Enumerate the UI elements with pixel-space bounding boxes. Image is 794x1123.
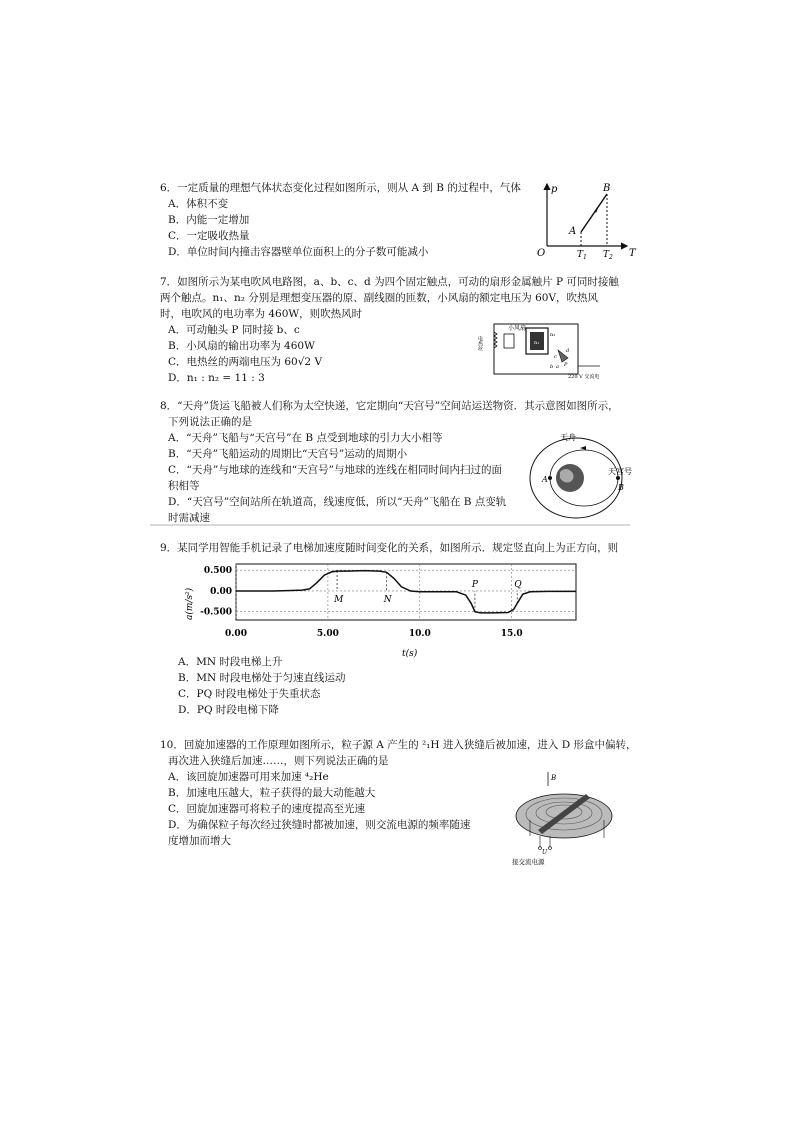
point-b-label: B <box>618 483 624 492</box>
x-tick-label: 15.0 <box>500 629 523 639</box>
q9-option-a: A．MN 时段电梯上升 <box>178 656 283 668</box>
x-axis-label: t(s) <box>402 649 418 659</box>
q9-option-d: D．PQ 时段电梯下降 <box>178 704 279 716</box>
p-label: p <box>551 184 558 195</box>
q8-orbit-diagram <box>526 432 636 522</box>
q6-option-a: A．体积不变 <box>168 198 229 210</box>
q9-option-c: C．PQ 时段电梯处于失重状态 <box>178 688 321 700</box>
point-a-label: A <box>569 226 577 237</box>
svg-text:b: b <box>550 364 554 370</box>
origin-label: O <box>537 248 546 259</box>
svg-text:c: c <box>554 354 557 360</box>
q9-acceleration-chart <box>180 558 600 658</box>
fan-motor-icon <box>504 334 514 348</box>
q8-option-d: D．“天宫号”空间站所在轨道高，线速度低，所以“天舟”飞船在 B 点变轨 <box>168 496 507 508</box>
q10-stem-line2: 再次进入狭缝后加速……，则下列说法正确的是 <box>168 755 389 767</box>
q8-option-c-cont: 积相等 <box>168 480 200 492</box>
q10-option-d-cont: 度增加而增大 <box>168 835 231 847</box>
q8-stem-line1: 8．“天舟”货运飞船被人们称为太空快递，它定期向“天宫号”空间站运送物资．其示意图如图所示， <box>160 400 619 412</box>
supply-label: 220 V 交流电 <box>568 374 600 380</box>
q10-option-a: A．该回旋加速器可用来加速 ⁴₂He <box>168 771 329 783</box>
chart-ticks <box>200 566 523 639</box>
b-label: B <box>551 774 557 782</box>
y-tick-label: -0.500 <box>200 607 232 618</box>
tianzhou-label: 天舟 <box>560 433 576 442</box>
y-axis-label: a(m/s²) <box>185 587 195 620</box>
question-9 <box>160 540 640 556</box>
svg-text:d: d <box>566 348 570 354</box>
question-6 <box>160 180 530 260</box>
q9-option-b: B．MN 时段电梯处于匀速直线运动 <box>178 672 346 684</box>
annotation-label-q: Q <box>514 579 522 590</box>
q7-stem-line3: 时，电吹风的电功率为 460W，则吹热风时 <box>160 308 363 320</box>
q7-circuit-diagram <box>478 320 602 380</box>
y-tick-label: 0.00 <box>210 586 232 597</box>
q8-option-b: B．“天舟”飞船运动的周期比“天宫号”运动的周期小 <box>168 448 408 460</box>
q8-option-a: A．“天舟”飞船与“天宫号”在 B 点受到地球的引力大小相等 <box>168 432 443 444</box>
point-b-label: B <box>603 183 611 194</box>
q6-option-b: B．内能一定增加 <box>168 214 250 226</box>
n1-label: n₁ <box>534 340 540 346</box>
q8-stem-line2: 下列说法正确的是 <box>168 416 252 428</box>
acceleration-series-line <box>236 571 576 613</box>
q10-stem-line1: 10．回旋加速器的工作原理如图所示，粒子源 A 产生的 ²₁H 进入狭缝后被加速，进入 D 形盒中偏转， <box>160 739 637 751</box>
annotation-label-p: P <box>471 579 478 590</box>
point-a-label: A <box>542 475 548 484</box>
t-label: T <box>629 248 636 259</box>
q10-option-c: C．回旋加速器可将粒子的速度提高至光速 <box>168 803 366 815</box>
y-tick-label: 0.500 <box>203 566 232 577</box>
u-label: U <box>542 849 548 856</box>
page-fold-divider <box>150 524 630 526</box>
q6-option-d: D．单位时间内撞击容器壁单位面积上的分子数可能减小 <box>168 246 429 258</box>
q10-option-d: D．为确保粒子每次经过狭缝时都被加速，则交流电源的频率随速 <box>168 819 471 831</box>
chart-grid <box>236 564 576 620</box>
q8-option-c: C．“天舟”与地球的连线和“天宫号”与地球的连线在相同时间内扫过的面 <box>168 464 503 476</box>
t2-label: $T_2$ <box>603 250 613 261</box>
q6-stem: 6．一定质量的理想气体状态变化过程如图所示，则从 A 到 B 的过程中，气体 <box>160 182 521 194</box>
annotation-label-n: N <box>383 594 392 605</box>
q6-pt-diagram <box>535 180 635 260</box>
svg-text:a: a <box>556 364 559 370</box>
q7-option-d: D．n₁ : n₂ = 11 : 3 <box>168 372 265 384</box>
q9-options <box>160 654 560 718</box>
x-tick-label: 0.00 <box>225 629 247 639</box>
orbit-arrow-icon <box>580 446 586 450</box>
x-tick-label: 10.0 <box>408 629 431 639</box>
q7-option-b: B．小风扇的输出功率为 460W <box>168 340 315 352</box>
q10-option-b: B．加速电压越大，粒子获得的最大动能越大 <box>168 787 376 799</box>
q7-stem-line1: 7．如图所示为某电吹风电路图，a、b、c、d 为四个固定触点，可动的扇形金属触片 P 可同时接触 <box>160 276 619 288</box>
tiangong-label: 天宫号 <box>608 467 632 476</box>
q6-option-c: C．一定吸收热量 <box>168 230 250 242</box>
q10-cyclotron-diagram <box>508 770 628 866</box>
q7-option-a: A．可动触头 P 同时接 b、c <box>168 324 300 336</box>
heater-label: 电热丝 <box>477 336 483 351</box>
x-tick-label: 5.00 <box>316 629 339 639</box>
ac-supply-caption: 接交流电源 <box>512 858 545 866</box>
t1-label: $T_1$ <box>577 250 587 261</box>
n2-label: n₂ <box>550 332 556 338</box>
fan-label: 小风扇 <box>508 325 527 332</box>
q8-option-d-cont: 时需减速 <box>168 512 210 524</box>
process-line <box>581 194 607 232</box>
annotation-label-m: M <box>334 594 344 605</box>
q7-option-c: C．电热丝的两端电压为 60√2 V <box>168 356 323 368</box>
svg-text:P: P <box>564 362 568 368</box>
q7-stem-line2: 两个触点。n₁、n₂ 分别是理想变压器的原、副线圈的匝数，小风扇的额定电压为 60V，吹热风 <box>160 292 599 304</box>
q9-stem: 9．某同学用智能手机记录了电梯加速度随时间变化的关系，如图所示．规定竖直向上为正方向，则 <box>160 542 619 554</box>
